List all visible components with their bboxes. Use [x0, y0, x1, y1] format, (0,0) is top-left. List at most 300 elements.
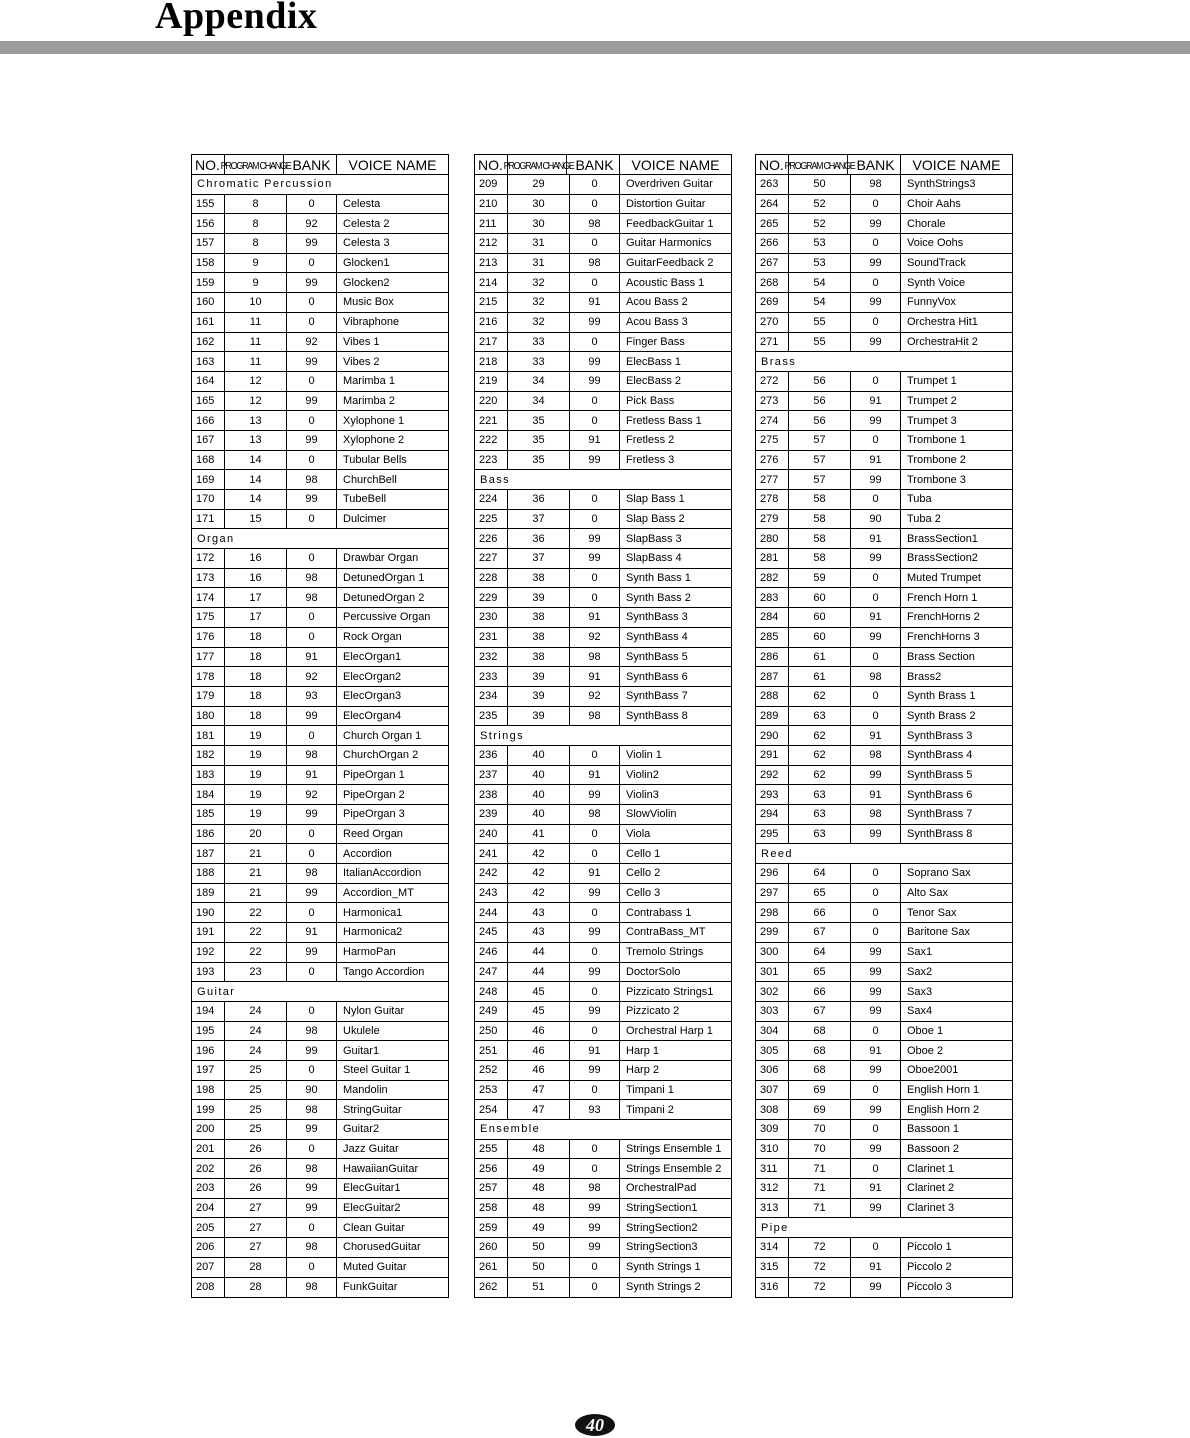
- table-row: [192, 923, 448, 943]
- bank: 0: [570, 1159, 620, 1178]
- voice-number: 180: [192, 707, 225, 726]
- header-no: NO.: [756, 155, 789, 174]
- voice-number: 289: [756, 707, 789, 726]
- voice-name: Celesta: [343, 198, 381, 211]
- voice-name: Trumpet 3: [907, 414, 957, 427]
- program-change: 22: [225, 943, 287, 962]
- bank: 92: [287, 667, 337, 686]
- voice-number: 269: [756, 293, 789, 312]
- voice-name: TubeBell: [343, 493, 387, 506]
- bank: 0: [287, 510, 337, 529]
- bank: 0: [851, 431, 901, 450]
- voice-name: SlowViolin: [626, 808, 677, 821]
- bank: 99: [570, 451, 620, 470]
- table-row: [192, 687, 448, 707]
- voice-name: Sax1: [907, 946, 933, 959]
- bank: 99: [851, 1100, 901, 1119]
- voice-name: SynthBrass 5: [907, 768, 973, 781]
- table-row: [192, 451, 448, 471]
- program-change: 18: [225, 687, 287, 706]
- program-change: 19: [225, 746, 287, 765]
- voice-number: 283: [756, 588, 789, 607]
- voice-number: 297: [756, 884, 789, 903]
- table-row: [756, 1258, 1012, 1278]
- voice-number: 305: [756, 1041, 789, 1060]
- table-row: [192, 884, 448, 904]
- voice-name: Muted Trumpet: [907, 572, 981, 585]
- table-row: [475, 352, 731, 372]
- bank: 0: [287, 963, 337, 982]
- program-change: 63: [789, 805, 851, 824]
- bank: 0: [570, 392, 620, 411]
- table-row: [756, 982, 1012, 1002]
- voice-number: 215: [475, 293, 508, 312]
- bank: 99: [570, 352, 620, 371]
- table-row: [475, 333, 731, 353]
- voice-number: 245: [475, 923, 508, 942]
- voice-name: OrchestralPad: [626, 1182, 697, 1195]
- voice-number: 272: [756, 372, 789, 391]
- bank: 99: [570, 1238, 620, 1257]
- program-change: 54: [789, 293, 851, 312]
- program-change: 52: [789, 195, 851, 214]
- bank: 92: [570, 628, 620, 647]
- table-row: [756, 726, 1012, 746]
- voice-number: 261: [475, 1258, 508, 1277]
- bank: 99: [851, 549, 901, 568]
- program-change: 63: [789, 825, 851, 844]
- table-row: [756, 510, 1012, 530]
- voice-name: ContraBass_MT: [626, 926, 706, 939]
- table-row: [192, 1199, 448, 1219]
- bank: 0: [570, 195, 620, 214]
- voice-name: FrenchHorns 2: [907, 611, 980, 624]
- table-row: [475, 923, 731, 943]
- voice-name: Tubular Bells: [343, 453, 407, 466]
- voice-number: 239: [475, 805, 508, 824]
- program-change: 49: [508, 1159, 570, 1178]
- voice-number: 309: [756, 1120, 789, 1139]
- bank: 0: [570, 588, 620, 607]
- bank: 99: [851, 293, 901, 312]
- voice-name: SynthBass 6: [626, 670, 688, 683]
- program-change: 35: [508, 411, 570, 430]
- category-label: Bass: [475, 470, 731, 490]
- program-change: 55: [789, 313, 851, 332]
- table-row: [192, 1238, 448, 1258]
- table-row: [192, 707, 448, 727]
- voice-name: Accordion: [343, 847, 392, 860]
- program-change: 13: [225, 431, 287, 450]
- voice-number: 234: [475, 687, 508, 706]
- table-row: [192, 1159, 448, 1179]
- table-row: [756, 392, 1012, 412]
- table-row: [192, 470, 448, 490]
- voice-number: 190: [192, 903, 225, 922]
- voice-name: Tuba: [907, 493, 932, 506]
- bank: 0: [851, 1120, 901, 1139]
- voice-number: 236: [475, 746, 508, 765]
- table-row: [192, 273, 448, 293]
- table-row: [475, 766, 731, 786]
- bank: 98: [570, 805, 620, 824]
- voice-name: Percussive Organ: [343, 611, 431, 624]
- bank: 0: [287, 903, 337, 922]
- voice-name: Vibes 2: [343, 355, 380, 368]
- voice-name: Sax2: [907, 965, 933, 978]
- voice-name: PipeOrgan 2: [343, 788, 405, 801]
- table-row: [475, 687, 731, 707]
- voice-number: 165: [192, 392, 225, 411]
- bank: 0: [851, 273, 901, 292]
- table-row: [756, 490, 1012, 510]
- voice-name: ElecOrgan2: [343, 670, 402, 683]
- program-change: 18: [225, 648, 287, 667]
- table-row: [475, 254, 731, 274]
- program-change: 14: [225, 490, 287, 509]
- voice-name: Guitar1: [343, 1044, 380, 1057]
- program-change: 34: [508, 392, 570, 411]
- bank: 91: [851, 726, 901, 745]
- program-change: 25: [225, 1081, 287, 1100]
- program-change: 19: [225, 766, 287, 785]
- bank: 90: [851, 510, 901, 529]
- table-row: [756, 1140, 1012, 1160]
- voice-name: SynthBass 7: [626, 690, 688, 703]
- bank: 99: [570, 1199, 620, 1218]
- header-no: NO.: [475, 155, 508, 174]
- voice-number: 266: [756, 234, 789, 253]
- program-change: 46: [508, 1022, 570, 1041]
- bank: 0: [851, 1022, 901, 1041]
- table-row: [475, 313, 731, 333]
- voice-name: Piccolo 1: [907, 1241, 952, 1254]
- voice-number: 300: [756, 943, 789, 962]
- program-change: 66: [789, 982, 851, 1001]
- bank: 0: [851, 884, 901, 903]
- bank: 0: [287, 195, 337, 214]
- table-row: [475, 1278, 731, 1298]
- bank: 99: [570, 785, 620, 804]
- bank: 98: [851, 667, 901, 686]
- voice-number: 214: [475, 273, 508, 292]
- voice-name: Harp 1: [626, 1044, 660, 1057]
- table-row: [192, 726, 448, 746]
- table-row: [192, 254, 448, 274]
- bank: 91: [287, 923, 337, 942]
- category-label: Strings: [475, 726, 731, 746]
- bank: 0: [851, 372, 901, 391]
- voice-name: Oboe 2: [907, 1044, 944, 1057]
- program-change: 52: [789, 214, 851, 233]
- program-change: 19: [225, 785, 287, 804]
- voice-number: 194: [192, 1002, 225, 1021]
- voice-name: Strings Ensemble 1: [626, 1143, 722, 1156]
- voice-number: 301: [756, 963, 789, 982]
- table-row: [192, 1258, 448, 1278]
- program-change: 9: [225, 254, 287, 273]
- voice-name: ElecOrgan4: [343, 709, 402, 722]
- program-change: 21: [225, 844, 287, 863]
- table-row: [475, 1061, 731, 1081]
- program-change: 40: [508, 805, 570, 824]
- program-change: 48: [508, 1179, 570, 1198]
- program-change: 43: [508, 903, 570, 922]
- bank: 0: [287, 254, 337, 273]
- table-row: [192, 1218, 448, 1238]
- voice-number: 256: [475, 1159, 508, 1178]
- voice-name: StringSection2: [626, 1221, 698, 1234]
- bank: 99: [287, 805, 337, 824]
- header-rule: [0, 41, 1190, 54]
- bank: 99: [851, 333, 901, 352]
- program-change: 36: [508, 529, 570, 548]
- program-change: 70: [789, 1120, 851, 1139]
- bank: 92: [287, 333, 337, 352]
- voice-name: Nylon Guitar: [343, 1005, 405, 1018]
- bank: 0: [287, 628, 337, 647]
- voice-number: 201: [192, 1140, 225, 1159]
- bank: 0: [851, 490, 901, 509]
- table-row: [475, 1258, 731, 1278]
- program-change: 9: [225, 273, 287, 292]
- program-change: 50: [789, 175, 851, 194]
- voice-name: English Horn 1: [907, 1083, 980, 1096]
- bank: 99: [570, 529, 620, 548]
- program-change: 18: [225, 628, 287, 647]
- program-change: 41: [508, 825, 570, 844]
- bank: 0: [570, 903, 620, 922]
- voice-number: 212: [475, 234, 508, 253]
- bank: 99: [287, 943, 337, 962]
- voice-name: Violin 1: [626, 749, 662, 762]
- table-row: [475, 1140, 731, 1160]
- voice-number: 211: [475, 214, 508, 233]
- voice-name: ElecGuitar1: [343, 1182, 401, 1195]
- table-row: [192, 195, 448, 215]
- program-change: 62: [789, 766, 851, 785]
- voice-name: SynthStrings3: [907, 178, 976, 191]
- voice-name: Celesta 3: [343, 237, 390, 250]
- bank: 99: [851, 254, 901, 273]
- table-row: [756, 1061, 1012, 1081]
- bank: 98: [570, 1179, 620, 1198]
- voice-number: 273: [756, 392, 789, 411]
- voice-number: 158: [192, 254, 225, 273]
- voice-number: 275: [756, 431, 789, 450]
- table-row: [475, 707, 731, 727]
- voice-name: Oboe2001: [907, 1064, 959, 1077]
- bank: 99: [570, 1061, 620, 1080]
- voice-number: 168: [192, 451, 225, 470]
- voice-name: Trombone 1: [907, 434, 966, 447]
- bank: 99: [570, 963, 620, 982]
- voice-number: 288: [756, 687, 789, 706]
- voice-name: English Horn 2: [907, 1103, 980, 1116]
- voice-name: Harp 2: [626, 1064, 660, 1077]
- voice-name: Fretless Bass 1: [626, 414, 702, 427]
- table-row: [756, 963, 1012, 983]
- voice-number: 222: [475, 431, 508, 450]
- program-change: 38: [508, 608, 570, 627]
- table-row: [756, 333, 1012, 353]
- table-row: [475, 214, 731, 234]
- table-row: [475, 392, 731, 412]
- program-change: 27: [225, 1238, 287, 1257]
- bank: 0: [287, 726, 337, 745]
- voice-number: 307: [756, 1081, 789, 1100]
- voice-name: SynthBass 8: [626, 709, 688, 722]
- voice-number: 243: [475, 884, 508, 903]
- bank: 0: [851, 707, 901, 726]
- voice-number: 175: [192, 608, 225, 627]
- program-change: 42: [508, 864, 570, 883]
- voice-name: Trumpet 1: [907, 375, 957, 388]
- bank: 0: [287, 1218, 337, 1237]
- table-row: [475, 903, 731, 923]
- voice-number: 210: [475, 195, 508, 214]
- voice-name: FrenchHorns 3: [907, 631, 980, 644]
- voice-name: Slap Bass 1: [626, 493, 685, 506]
- page-title: Appendix: [155, 0, 318, 37]
- voice-number: 156: [192, 214, 225, 233]
- table-row: [475, 667, 731, 687]
- voice-name: Sax4: [907, 1005, 933, 1018]
- voice-name: FunnyVox: [907, 296, 956, 309]
- table-row: [192, 352, 448, 372]
- voice-number: 259: [475, 1218, 508, 1237]
- voice-number: 209: [475, 175, 508, 194]
- voice-name: Church Organ 1: [343, 729, 422, 742]
- voice-name: SlapBass 4: [626, 552, 682, 565]
- voice-number: 311: [756, 1159, 789, 1178]
- voice-number: 183: [192, 766, 225, 785]
- program-change: 44: [508, 963, 570, 982]
- table-row: [192, 1002, 448, 1022]
- voice-number: 193: [192, 963, 225, 982]
- table-row: [756, 254, 1012, 274]
- voice-number: 316: [756, 1278, 789, 1298]
- table-row: [475, 1238, 731, 1258]
- voice-number: 205: [192, 1218, 225, 1237]
- bank: 99: [287, 707, 337, 726]
- program-change: 11: [225, 352, 287, 371]
- voice-number: 306: [756, 1061, 789, 1080]
- program-change: 66: [789, 903, 851, 922]
- voice-name: Choir Aahs: [907, 198, 961, 211]
- program-change: 25: [225, 1061, 287, 1080]
- bank: 99: [287, 1041, 337, 1060]
- voice-number: 170: [192, 490, 225, 509]
- table-row: [192, 549, 448, 569]
- table-row: [756, 943, 1012, 963]
- voice-table-1: [191, 154, 449, 1298]
- program-change: 13: [225, 411, 287, 430]
- voice-name: Piccolo 2: [907, 1261, 952, 1274]
- program-change: 26: [225, 1159, 287, 1178]
- voice-name: SynthBass 5: [626, 650, 688, 663]
- voice-name: Marimba 1: [343, 375, 395, 388]
- table-row: [756, 1041, 1012, 1061]
- voice-number: 179: [192, 687, 225, 706]
- program-change: 8: [225, 195, 287, 214]
- voice-number: 281: [756, 549, 789, 568]
- voice-table-2: [474, 154, 732, 1298]
- bank: 0: [570, 273, 620, 292]
- program-change: 45: [508, 1002, 570, 1021]
- voice-number: 304: [756, 1022, 789, 1041]
- voice-name: Slap Bass 2: [626, 513, 685, 526]
- bank: 0: [570, 982, 620, 1001]
- table-row: [475, 175, 731, 195]
- program-change: 27: [225, 1199, 287, 1218]
- voice-table-3: [755, 154, 1013, 1298]
- program-change: 46: [508, 1061, 570, 1080]
- program-change: 53: [789, 234, 851, 253]
- table-row: [192, 667, 448, 687]
- table-row: [192, 805, 448, 825]
- program-change: 64: [789, 864, 851, 883]
- bank: 99: [851, 1061, 901, 1080]
- table-row: [475, 569, 731, 589]
- voice-name: ItalianAccordion: [343, 867, 422, 880]
- program-change: 68: [789, 1022, 851, 1041]
- voice-number: 229: [475, 588, 508, 607]
- voice-name: Celesta 2: [343, 217, 390, 230]
- program-change: 63: [789, 707, 851, 726]
- program-change: 60: [789, 588, 851, 607]
- voice-number: 314: [756, 1238, 789, 1257]
- table-row: [475, 293, 731, 313]
- voice-name: Harmonica2: [343, 926, 403, 939]
- table-row: [192, 785, 448, 805]
- voice-number: 312: [756, 1179, 789, 1198]
- voice-number: 265: [756, 214, 789, 233]
- bank: 0: [851, 569, 901, 588]
- voice-name: Steel Guitar 1: [343, 1064, 411, 1077]
- bank: 0: [570, 175, 620, 194]
- program-change: 57: [789, 470, 851, 489]
- table-row: [756, 785, 1012, 805]
- bank: 98: [287, 1100, 337, 1119]
- voice-number: 299: [756, 923, 789, 942]
- bank: 0: [851, 864, 901, 883]
- bank: 0: [570, 825, 620, 844]
- bank: 99: [570, 313, 620, 332]
- table-row: [192, 963, 448, 983]
- bank: 99: [570, 884, 620, 903]
- program-change: 65: [789, 884, 851, 903]
- voice-number: 173: [192, 569, 225, 588]
- program-change: 28: [225, 1278, 287, 1298]
- voice-name: Glocken2: [343, 276, 390, 289]
- voice-number: 160: [192, 293, 225, 312]
- voice-number: 157: [192, 234, 225, 253]
- program-change: 68: [789, 1061, 851, 1080]
- voice-number: 167: [192, 431, 225, 450]
- voice-name: Timpani 1: [626, 1083, 674, 1096]
- voice-name: ChurchBell: [343, 473, 397, 486]
- bank: 0: [851, 234, 901, 253]
- voice-name: Baritone Sax: [907, 926, 970, 939]
- voice-name: Violin3: [626, 788, 659, 801]
- table-row: [192, 234, 448, 254]
- voice-number: 187: [192, 844, 225, 863]
- program-change: 28: [225, 1258, 287, 1277]
- table-row: [192, 1041, 448, 1061]
- bank: 0: [287, 293, 337, 312]
- voice-number: 223: [475, 451, 508, 470]
